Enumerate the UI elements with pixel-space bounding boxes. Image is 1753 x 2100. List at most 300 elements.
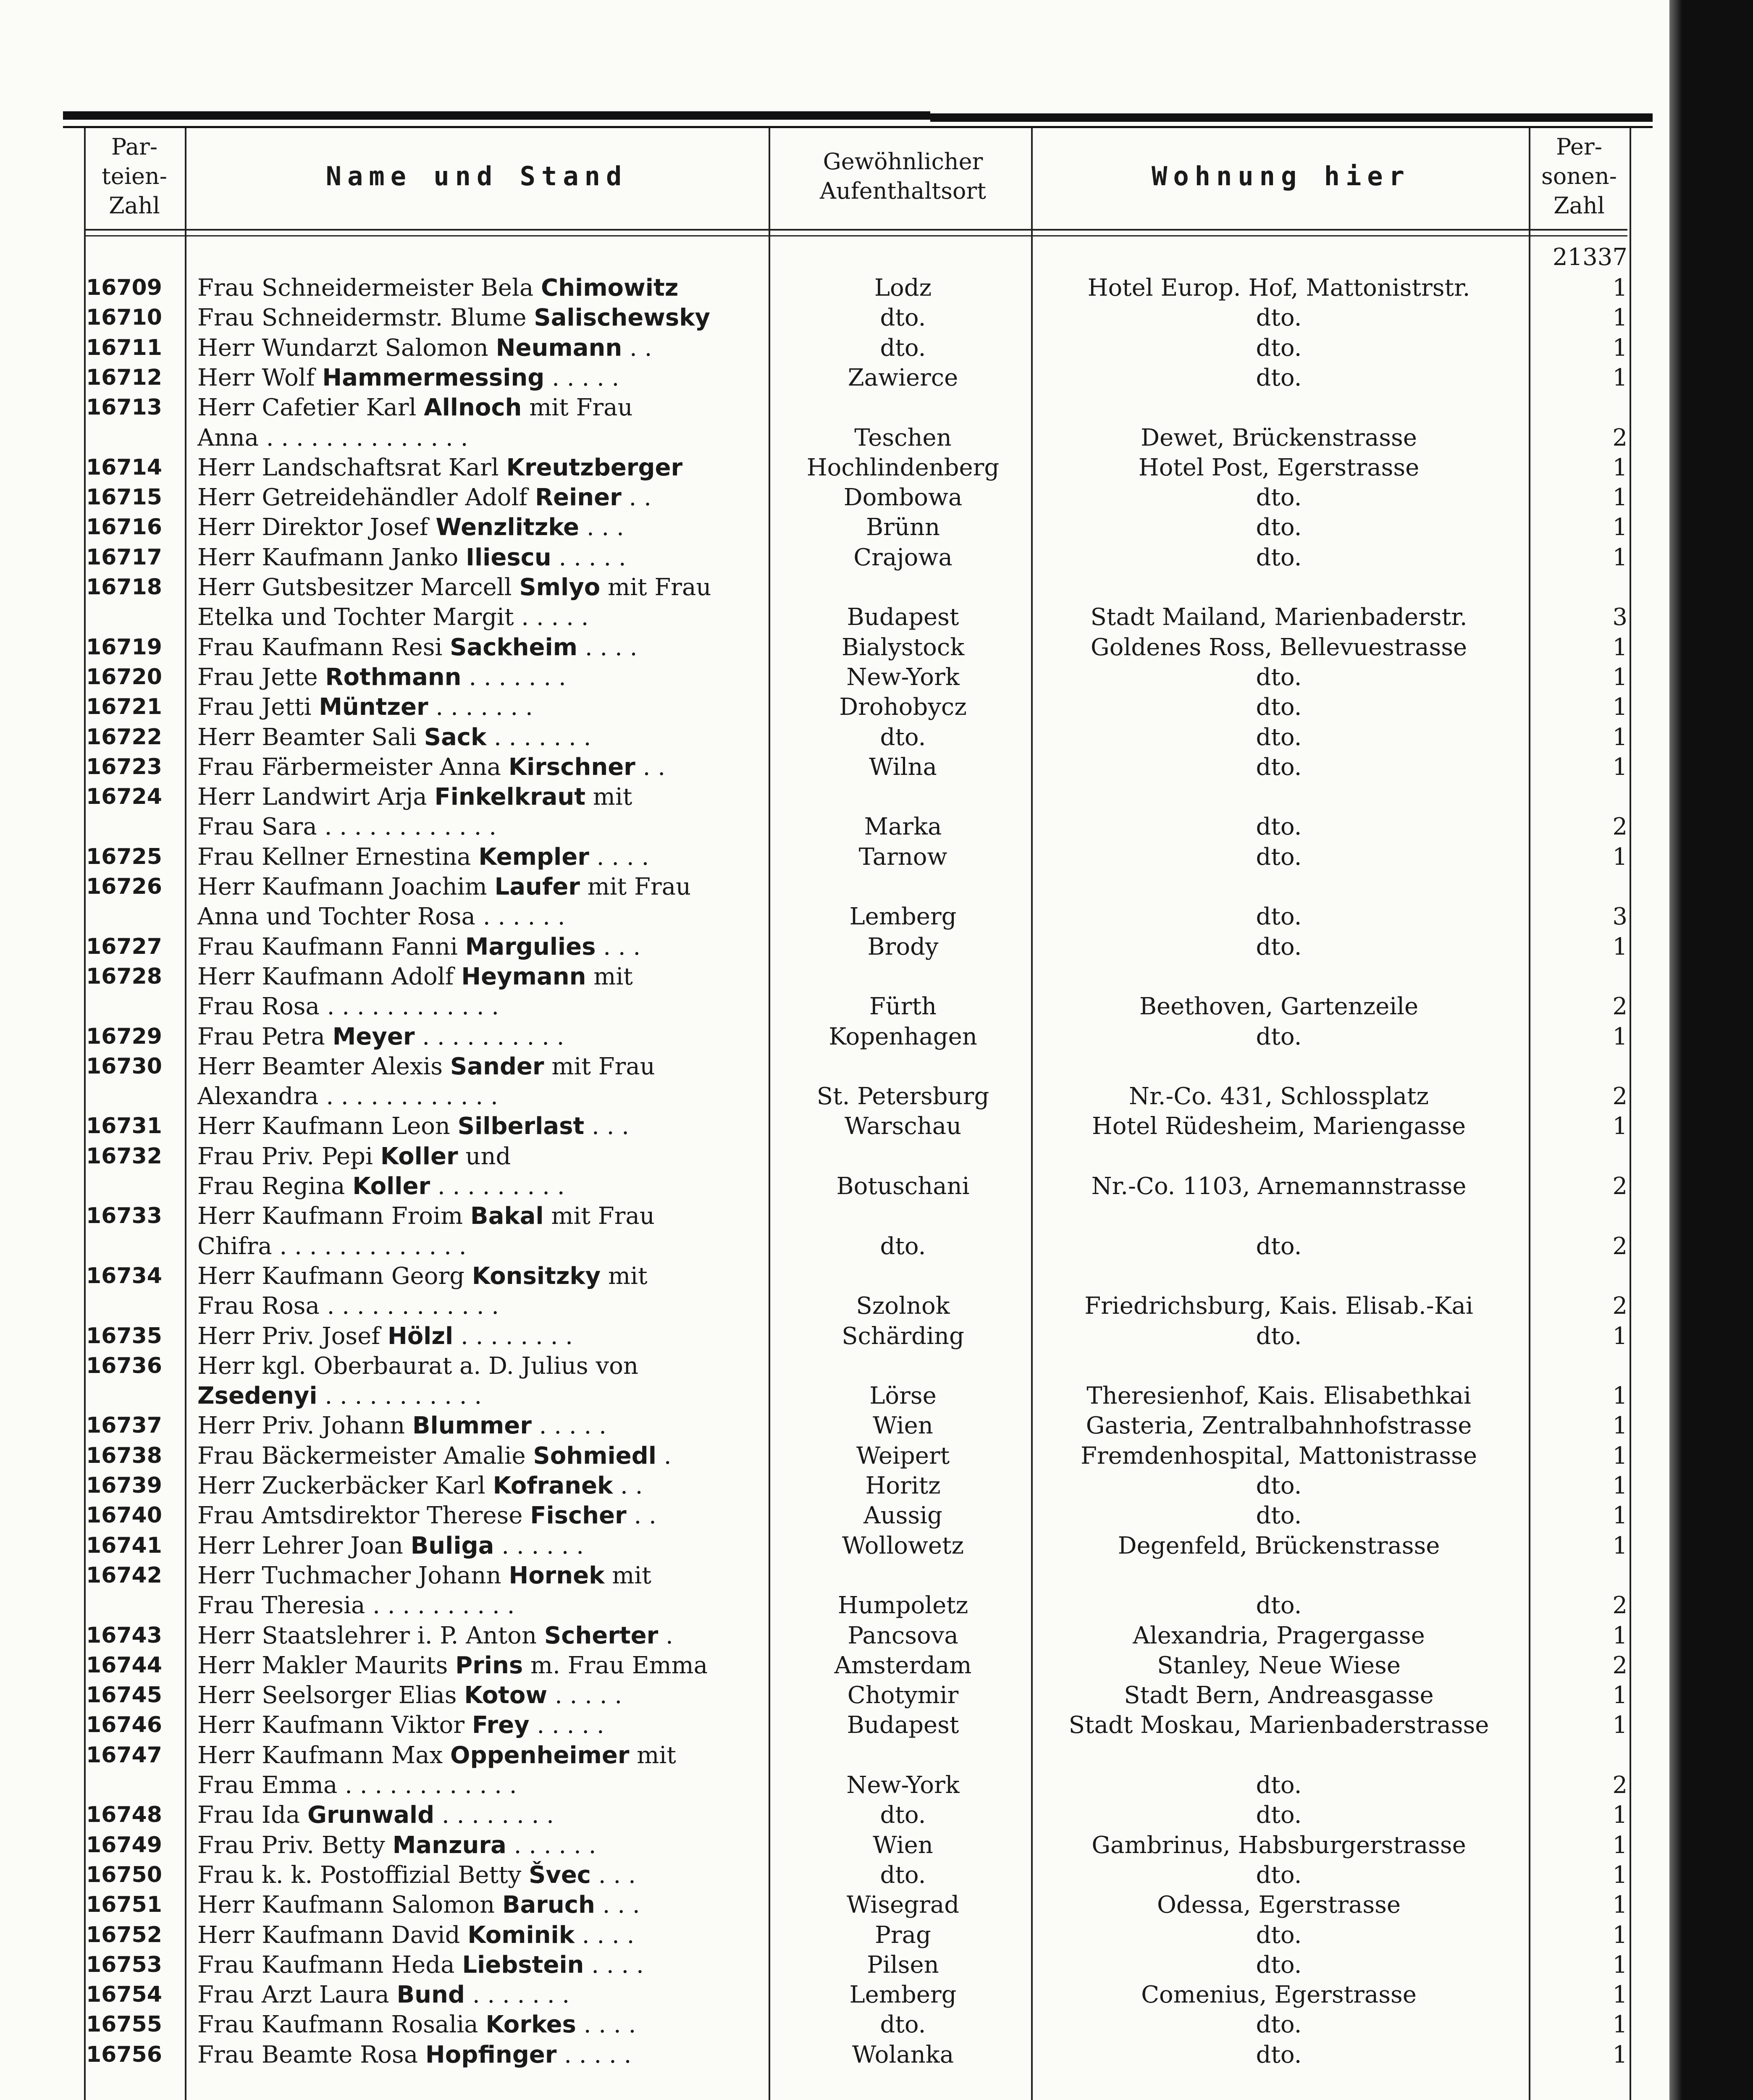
name-and-status xyxy=(197,1441,764,1471)
name-suffix: . . . . . . . . xyxy=(453,1323,573,1350)
surname: Oppenheimer xyxy=(450,1742,630,1769)
name-suffix: . . . . . . . xyxy=(465,1981,570,2008)
given-name-title: Frau Emma . . . . . . . . . . . . xyxy=(197,1772,517,1799)
given-name-title: Herr Kaufmann David xyxy=(197,1922,468,1949)
table-row xyxy=(0,1710,1669,1740)
home-town: St. Petersburg xyxy=(816,1083,989,1110)
person-count: 1 xyxy=(1612,1502,1627,1529)
table-row xyxy=(0,1022,1669,1052)
header-home-town: Gewöhnlicher Aufenthaltsort xyxy=(820,148,986,204)
name-and-status xyxy=(197,662,764,692)
name-suffix: mit Frau xyxy=(543,1202,655,1230)
given-name-title: Herr Wundarzt Salomon xyxy=(197,334,496,362)
surname: Scherter xyxy=(544,1622,659,1649)
party-number: 16717 xyxy=(86,545,162,570)
header-person-count: Per- sonen- Zahl xyxy=(1541,134,1617,219)
party-number: 16716 xyxy=(86,514,162,540)
residence-address: Goldenes Ross, Bellevuestrasse xyxy=(1090,634,1467,661)
residence-address: Dewet, Brückenstrasse xyxy=(1141,424,1417,452)
home-town: Schärding xyxy=(842,1323,964,1350)
given-name-title: Herr Cafetier Karl xyxy=(197,394,424,421)
table-row xyxy=(0,333,1669,363)
person-count: 1 xyxy=(1612,933,1627,961)
name-suffix: . . . . . . xyxy=(506,1832,596,1859)
surname: Sander xyxy=(450,1053,544,1080)
home-town: dto. xyxy=(880,304,926,331)
person-count: 2 xyxy=(1612,1592,1627,1619)
residence-address: dto. xyxy=(1256,903,1302,930)
name-suffix: . . xyxy=(621,484,651,511)
carry-over-total: 21337 xyxy=(1552,244,1627,271)
name-and-status xyxy=(197,1860,764,1890)
table-row xyxy=(0,1441,1669,1471)
person-count: 2 xyxy=(1612,813,1627,840)
residence-address: dto. xyxy=(1256,1323,1302,1350)
name-and-status xyxy=(197,1710,764,1740)
residence-address: dto. xyxy=(1256,693,1302,721)
party-number: 16743 xyxy=(86,1623,162,1648)
residence-address: Degenfeld, Brückenstrasse xyxy=(1118,1532,1440,1559)
name-suffix: . . . . . xyxy=(551,544,626,571)
name-suffix: . . . . xyxy=(576,2011,636,2038)
given-name-title: Frau Priv. Pepi xyxy=(197,1143,381,1170)
table-row xyxy=(0,992,1669,1021)
home-town: dto. xyxy=(880,2011,926,2038)
name-suffix: mit xyxy=(586,963,633,990)
table-row xyxy=(0,1740,1669,1770)
table-row xyxy=(0,872,1669,902)
table-row xyxy=(0,1830,1669,1860)
surname: Koller xyxy=(380,1143,458,1170)
table-row xyxy=(0,512,1669,542)
name-suffix: . . . . . xyxy=(529,1712,604,1739)
table-row xyxy=(0,1411,1669,1441)
table-row xyxy=(0,1201,1669,1231)
home-town: Bialystock xyxy=(841,634,965,661)
surname: Reiner xyxy=(535,484,622,511)
name-suffix: . . . . . . . xyxy=(461,664,566,691)
person-count: 1 xyxy=(1612,1472,1627,1499)
party-number: 16737 xyxy=(86,1413,162,1438)
surname: Sohmiedl xyxy=(533,1442,656,1470)
name-and-status xyxy=(197,1651,764,1680)
home-town: Marka xyxy=(864,813,942,840)
home-town: Brody xyxy=(867,933,939,961)
person-count: 1 xyxy=(1612,1801,1627,1829)
surname: Prins xyxy=(455,1652,523,1679)
name-and-status xyxy=(197,1770,764,1800)
party-number: 16740 xyxy=(86,1503,162,1528)
residence-address: dto. xyxy=(1256,1472,1302,1499)
home-town: Brünn xyxy=(866,514,940,541)
table-row xyxy=(0,962,1669,992)
residence-address: dto. xyxy=(1256,1801,1302,1829)
surname: Kofranek xyxy=(493,1472,613,1499)
residence-address: Stadt Bern, Andreasgasse xyxy=(1124,1682,1434,1709)
given-name-title: Frau Bäckermeister Amalie xyxy=(197,1442,533,1470)
name-suffix: . . . . xyxy=(574,1922,635,1949)
residence-address: dto. xyxy=(1256,813,1302,840)
table-row xyxy=(0,842,1669,872)
party-number: 16736 xyxy=(86,1353,162,1378)
surname: Silberlast xyxy=(457,1113,585,1140)
surname: Hopfinger xyxy=(425,2041,557,2068)
party-number: 16719 xyxy=(86,635,162,660)
party-number: 16729 xyxy=(86,1024,162,1049)
person-count: 1 xyxy=(1612,1861,1627,1889)
home-town: Pancsova xyxy=(848,1622,958,1649)
surname: Koller xyxy=(352,1173,430,1200)
person-count: 1 xyxy=(1612,364,1627,391)
table-row xyxy=(0,1770,1669,1800)
person-count: 1 xyxy=(1612,544,1627,571)
party-number: 16748 xyxy=(86,1802,162,1827)
name-suffix: . . . xyxy=(579,514,624,541)
name-and-status xyxy=(197,1411,764,1441)
given-name-title: Herr Direktor Josef xyxy=(197,514,436,541)
home-town: Hochlindenberg xyxy=(806,454,1000,481)
surname: Smlyo xyxy=(519,574,601,601)
residence-address: dto. xyxy=(1256,1951,1302,1979)
name-and-status xyxy=(197,602,764,632)
name-and-status xyxy=(197,1920,764,1950)
home-town: Budapest xyxy=(847,604,959,631)
person-count: 1 xyxy=(1612,1922,1627,1949)
home-town: dto. xyxy=(880,1801,926,1829)
residence-address: Stanley, Neue Wiese xyxy=(1157,1652,1401,1679)
surname: Hölzl xyxy=(387,1323,454,1350)
name-suffix: . . xyxy=(635,753,665,781)
party-number: 16756 xyxy=(86,2042,162,2067)
given-name-title: Frau Amtsdirektor Therese xyxy=(197,1502,530,1529)
given-name-title: Herr Landwirt Arja xyxy=(197,783,435,811)
party-number: 16722 xyxy=(86,724,162,750)
given-name-title: Frau Beamte Rosa xyxy=(197,2041,425,2068)
surname: Blummer xyxy=(412,1412,532,1439)
name-suffix: . . . . . xyxy=(547,1682,622,1709)
given-name-title: Frau Färbermeister Anna xyxy=(197,753,509,781)
table-row xyxy=(0,692,1669,722)
surname: Baruch xyxy=(502,1891,595,1919)
home-town: Wollowetz xyxy=(842,1532,964,1559)
name-and-status xyxy=(197,1531,764,1561)
residence-address: dto. xyxy=(1256,933,1302,961)
party-number: 16735 xyxy=(86,1323,162,1349)
name-and-status xyxy=(197,1231,764,1261)
home-town: Weipert xyxy=(856,1442,950,1470)
person-count: 1 xyxy=(1612,1442,1627,1470)
given-name-title: Frau Ida xyxy=(197,1801,308,1829)
given-name-title: Herr Kaufmann Adolf xyxy=(197,963,462,990)
name-and-status xyxy=(197,902,764,932)
home-town: dto. xyxy=(880,1861,926,1889)
given-name-title: Frau Schneidermstr. Blume xyxy=(197,304,534,331)
party-number: 16752 xyxy=(86,1922,162,1948)
home-town: Szolnok xyxy=(856,1292,950,1320)
home-town: Humpoletz xyxy=(837,1592,968,1619)
person-count: 1 xyxy=(1612,724,1627,751)
given-name-title: Frau Rosa . . . . . . . . . . . . xyxy=(197,1292,499,1320)
name-and-status xyxy=(197,1201,764,1231)
name-and-status xyxy=(197,1082,764,1111)
given-name-title: Alexandra . . . . . . . . . . . . xyxy=(197,1083,498,1110)
given-name-title: Herr Tuchmacher Johann xyxy=(197,1562,509,1589)
name-and-status xyxy=(197,1980,764,2010)
given-name-title: Herr Lehrer Joan xyxy=(197,1532,411,1559)
name-and-status xyxy=(197,1321,764,1351)
given-name-title: Herr Kaufmann Viktor xyxy=(197,1712,472,1739)
residence-address: dto. xyxy=(1256,1922,1302,1949)
name-suffix: . . . xyxy=(596,933,641,961)
given-name-title: Herr Kaufmann Georg xyxy=(197,1263,472,1290)
name-suffix: . . . . . . . . xyxy=(434,1801,554,1829)
given-name-title: Frau Jette xyxy=(197,664,325,691)
residence-address: dto. xyxy=(1256,843,1302,871)
name-suffix: . . . xyxy=(595,1891,640,1919)
surname: Müntzer xyxy=(319,693,428,721)
person-count: 1 xyxy=(1612,304,1627,331)
table-row xyxy=(0,1381,1669,1411)
party-number: 16712 xyxy=(86,365,162,390)
person-count: 1 xyxy=(1612,274,1627,302)
residence-address: dto. xyxy=(1256,664,1302,691)
residence-address: Friedrichsburg, Kais. Elisab.-Kai xyxy=(1084,1292,1473,1320)
name-suffix: . . . . . xyxy=(531,1412,606,1439)
person-count: 1 xyxy=(1612,2041,1627,2068)
name-suffix: . . xyxy=(626,1502,656,1529)
party-number: 16742 xyxy=(86,1563,162,1588)
name-suffix: . . . . xyxy=(589,843,649,871)
person-count: 3 xyxy=(1612,604,1627,631)
table-row xyxy=(0,1890,1669,1920)
name-and-status xyxy=(197,992,764,1021)
given-name-title: Herr Kaufmann Janko xyxy=(197,544,466,571)
table-row xyxy=(0,1261,1669,1291)
name-and-status xyxy=(197,2040,764,2070)
person-count: 1 xyxy=(1612,1412,1627,1439)
name-and-status xyxy=(197,273,764,303)
residence-address: dto. xyxy=(1256,304,1302,331)
surname: Fischer xyxy=(530,1502,627,1529)
home-town: Crajowa xyxy=(853,544,953,571)
name-suffix: . . . . . . xyxy=(494,1532,584,1559)
name-and-status xyxy=(197,1471,764,1501)
person-count: 1 xyxy=(1612,484,1627,511)
table-row xyxy=(0,1501,1669,1530)
party-number: 16733 xyxy=(86,1203,162,1228)
given-name-title: Herr Staatslehrer i. P. Anton xyxy=(197,1622,544,1649)
given-name-title: Herr Beamter Alexis xyxy=(197,1053,450,1080)
table-row xyxy=(0,572,1669,602)
residence-address: Nr.-Co. 1103, Arnemannstrasse xyxy=(1091,1173,1467,1200)
given-name-title: Frau Schneidermeister Bela xyxy=(197,274,541,302)
name-and-status xyxy=(197,333,764,363)
surname: Konsitzky xyxy=(472,1263,601,1290)
given-name-title: Herr Priv. Josef xyxy=(197,1323,388,1350)
surname: Liebstein xyxy=(462,1951,584,1979)
name-and-status xyxy=(197,752,764,782)
table-row xyxy=(0,752,1669,782)
given-name-title: Frau Rosa . . . . . . . . . . . . xyxy=(197,993,499,1020)
given-name-title: Herr Zuckerbäcker Karl xyxy=(197,1472,493,1499)
party-number: 16720 xyxy=(86,664,162,690)
name-suffix: . . . . . xyxy=(556,2041,632,2068)
table-row xyxy=(0,1231,1669,1261)
party-number: 16727 xyxy=(86,934,162,959)
surname: Heymann xyxy=(461,963,586,990)
surname: Meyer xyxy=(332,1023,415,1050)
table-row xyxy=(0,2040,1669,2070)
table-row xyxy=(0,1800,1669,1830)
home-town: Prag xyxy=(875,1922,931,1949)
table-row xyxy=(0,722,1669,752)
surname: Korkes xyxy=(485,2011,576,2038)
residence-address: Hotel Post, Egerstrasse xyxy=(1138,454,1420,481)
name-and-status xyxy=(197,1171,764,1201)
surname: Finkelkraut xyxy=(434,783,585,811)
home-town: Budapest xyxy=(847,1712,959,1739)
name-and-status xyxy=(197,722,764,752)
given-name-title: Frau Kaufmann Rosalia xyxy=(197,2011,486,2038)
table-row xyxy=(0,1142,1669,1171)
party-number: 16710 xyxy=(86,305,162,330)
surname: Švec xyxy=(528,1861,591,1889)
surname: Bund xyxy=(396,1981,465,2008)
name-suffix: . xyxy=(658,1622,673,1649)
surname: Kotow xyxy=(464,1682,548,1709)
table-row xyxy=(0,662,1669,692)
name-suffix: . . . . xyxy=(584,1951,644,1979)
table-row xyxy=(0,1082,1669,1111)
table-row xyxy=(0,1321,1669,1351)
person-count: 1 xyxy=(1612,664,1627,691)
person-count: 1 xyxy=(1612,1023,1627,1050)
table-row xyxy=(0,633,1669,662)
table-row xyxy=(0,1651,1669,1680)
home-town: Horitz xyxy=(865,1472,941,1499)
table-row xyxy=(0,1950,1669,1980)
surname: Iliescu xyxy=(466,544,551,571)
person-count: 1 xyxy=(1612,1382,1627,1410)
surname: Hammermessing xyxy=(322,364,545,391)
table-row xyxy=(0,1171,1669,1201)
person-count: 2 xyxy=(1612,1233,1627,1260)
table-row xyxy=(0,393,1669,423)
name-and-status xyxy=(197,572,764,602)
party-number: 16747 xyxy=(86,1743,162,1768)
name-and-status xyxy=(197,1142,764,1171)
surname: Kominik xyxy=(467,1922,575,1949)
name-suffix: . . . . . . . xyxy=(486,724,591,751)
given-name-title: Herr kgl. Oberbaurat a. D. Julius von xyxy=(197,1352,638,1380)
home-town: Lörse xyxy=(869,1382,937,1410)
person-count: 2 xyxy=(1612,1292,1627,1320)
home-town: Wisegrad xyxy=(846,1891,960,1919)
person-count: 2 xyxy=(1612,1652,1627,1679)
table-row xyxy=(0,1920,1669,1950)
surname: Kreutzberger xyxy=(506,454,683,481)
name-suffix: mit xyxy=(601,1263,648,1290)
given-name-title: Anna . . . . . . . . . . . . . . xyxy=(197,424,468,452)
home-town: dto. xyxy=(880,334,926,362)
name-and-status xyxy=(197,1111,764,1141)
residence-address: dto. xyxy=(1256,1233,1302,1260)
person-count: 1 xyxy=(1612,334,1627,362)
table-row xyxy=(0,1980,1669,2010)
name-and-status xyxy=(197,1501,764,1530)
person-count: 1 xyxy=(1612,843,1627,871)
surname: Frey xyxy=(472,1712,530,1739)
surname: Salischewsky xyxy=(534,304,710,331)
surname: Allnoch xyxy=(424,394,522,421)
table-row xyxy=(0,1591,1669,1620)
table-row xyxy=(0,1351,1669,1381)
table-row xyxy=(0,1860,1669,1890)
name-suffix: . . . . . . . xyxy=(428,693,533,721)
name-and-status xyxy=(197,423,764,453)
surname: Bakal xyxy=(470,1202,544,1230)
person-count: 1 xyxy=(1612,2011,1627,2038)
surname: Kirschner xyxy=(508,753,635,781)
party-number: 16734 xyxy=(86,1263,162,1289)
name-and-status xyxy=(197,2010,764,2040)
name-and-status xyxy=(197,962,764,992)
person-count: 2 xyxy=(1612,1083,1627,1110)
given-name-title: Frau Regina xyxy=(197,1173,353,1200)
given-name-title: Frau Kaufmann Fanni xyxy=(197,933,465,961)
table-row xyxy=(0,2010,1669,2040)
name-and-status xyxy=(197,393,764,423)
name-suffix: . . . . . . . . . . xyxy=(415,1023,564,1050)
surname: Neumann xyxy=(496,334,622,362)
residence-address: dto. xyxy=(1256,484,1302,511)
person-count: 3 xyxy=(1612,903,1627,930)
table-row xyxy=(0,453,1669,483)
person-count: 2 xyxy=(1612,1772,1627,1799)
home-town: Lemberg xyxy=(849,903,957,930)
home-town: Drohobycz xyxy=(839,693,967,721)
table-row xyxy=(0,1621,1669,1651)
table-row xyxy=(0,303,1669,333)
person-count: 1 xyxy=(1612,1891,1627,1919)
name-suffix: mit xyxy=(585,783,632,811)
name-and-status xyxy=(197,483,764,512)
person-count: 2 xyxy=(1612,1173,1627,1200)
party-number: 16709 xyxy=(86,275,162,300)
name-and-status xyxy=(197,633,764,662)
residence-address: dto. xyxy=(1256,544,1302,571)
given-name-title: Herr Gutsbesitzer Marcell xyxy=(197,574,520,601)
person-count: 1 xyxy=(1612,1323,1627,1350)
name-suffix: . . . . . . . . . xyxy=(430,1173,565,1200)
party-number: 16724 xyxy=(86,784,162,809)
name-and-status xyxy=(197,1351,764,1381)
person-count: 1 xyxy=(1612,1682,1627,1709)
person-count: 1 xyxy=(1612,753,1627,781)
home-town: Aussig xyxy=(863,1502,942,1529)
table-row xyxy=(0,1471,1669,1501)
party-number: 16738 xyxy=(86,1443,162,1468)
table-row xyxy=(0,363,1669,393)
party-number: 16731 xyxy=(86,1113,162,1139)
name-and-status xyxy=(197,1591,764,1620)
name-suffix: . . . xyxy=(584,1113,629,1140)
given-name-title: Frau Petra xyxy=(197,1023,333,1050)
table-row xyxy=(0,543,1669,572)
person-count: 2 xyxy=(1612,424,1627,452)
surname: Manzura xyxy=(392,1832,506,1859)
party-number: 16751 xyxy=(86,1892,162,1917)
